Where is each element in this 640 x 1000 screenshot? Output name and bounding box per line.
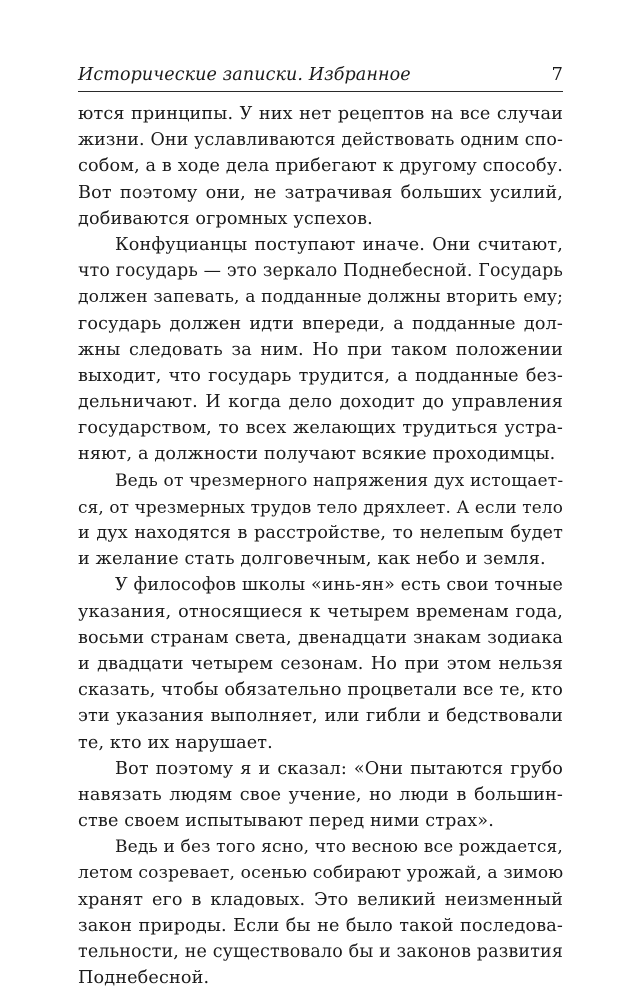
text-line: и желание стать долговечным, как небо и земля. xyxy=(78,549,546,570)
text-line: и дух находятся в расстройстве, то нелепым будет xyxy=(78,523,563,543)
text-line: собом, а в ходе дела прибегают к другому способу. xyxy=(78,156,563,177)
text-line: Конфуцианцы поступают иначе. Они считают, xyxy=(115,234,563,255)
text-line: ся, от чрезмерных трудов тело дряхлеет. А если тело xyxy=(78,496,563,517)
text-line: Ведь от чрезмерного напряжения дух истощает- xyxy=(115,470,563,491)
text-line: восьми странам света, двенадцати знакам зодиака xyxy=(78,627,563,648)
text-line: должен запевать, а подданные должны вторить ему; xyxy=(78,287,563,308)
text-line: Ведь и без того ясно, что весною все рождается, xyxy=(115,837,563,858)
page-number: 7 xyxy=(551,64,563,85)
text-line: добиваются огромных успехов. xyxy=(78,208,373,229)
text-line: государством, то всех желающих трудиться устра- xyxy=(78,418,563,439)
text-line: выходит, что государь трудится, а подданные без- xyxy=(78,365,563,386)
text-line: навязать людям свое учение, но люди в большин- xyxy=(78,784,563,805)
text-line: закон природы. Если бы не было такой последова- xyxy=(78,915,563,936)
text-line: Вот поэтому я и сказал: «Они пытаются грубо xyxy=(115,758,563,779)
text-line: Поднебесной. xyxy=(78,968,210,989)
text-line: тельности, не существовало бы и законов развития xyxy=(78,942,563,962)
text-line: жизни. Они уславливаются действовать одним спо- xyxy=(78,130,563,151)
text-line: няют, а должности получают всякие проходимцы. xyxy=(78,444,556,465)
text-line: летом созревает, осенью собирают урожай, а зимою xyxy=(78,863,563,884)
header-rule xyxy=(78,91,563,92)
text-line: что государь — это зеркало Поднебесной. Государь xyxy=(78,261,563,282)
text-line: указания, относящиеся к четырем временам года, xyxy=(78,601,563,622)
text-line: У философов школы «инь-ян» есть свои точные xyxy=(115,575,563,596)
text-line: те, кто их нарушает. xyxy=(78,732,273,753)
body-text xyxy=(78,101,563,991)
running-title: Исторические записки. Избранное xyxy=(78,65,411,85)
running-head xyxy=(78,60,563,90)
text-line: дельничают. И когда дело доходит до управления xyxy=(78,392,563,413)
text-line: сказать, чтобы обязательно процветали все те, кто xyxy=(78,680,563,701)
text-line: эти указания выполняет, или гибли и бедствовали xyxy=(78,706,563,727)
text-line: и двадцати четырем сезонам. Но при этом нельзя xyxy=(78,653,563,674)
text-line: жны следовать за ним. Но при таком положении xyxy=(78,339,563,360)
text-line: хранят его в кладовых. Это великий неизменный xyxy=(78,889,563,910)
text-line: стве своем испытывают перед ними страх». xyxy=(78,811,494,832)
text-line: государь должен идти впереди, а подданные дол- xyxy=(78,313,563,334)
text-line: ются принципы. У них нет рецептов на все случаи xyxy=(78,104,563,124)
text-line: Вот поэтому они, не затрачивая больших усилий, xyxy=(78,182,563,203)
